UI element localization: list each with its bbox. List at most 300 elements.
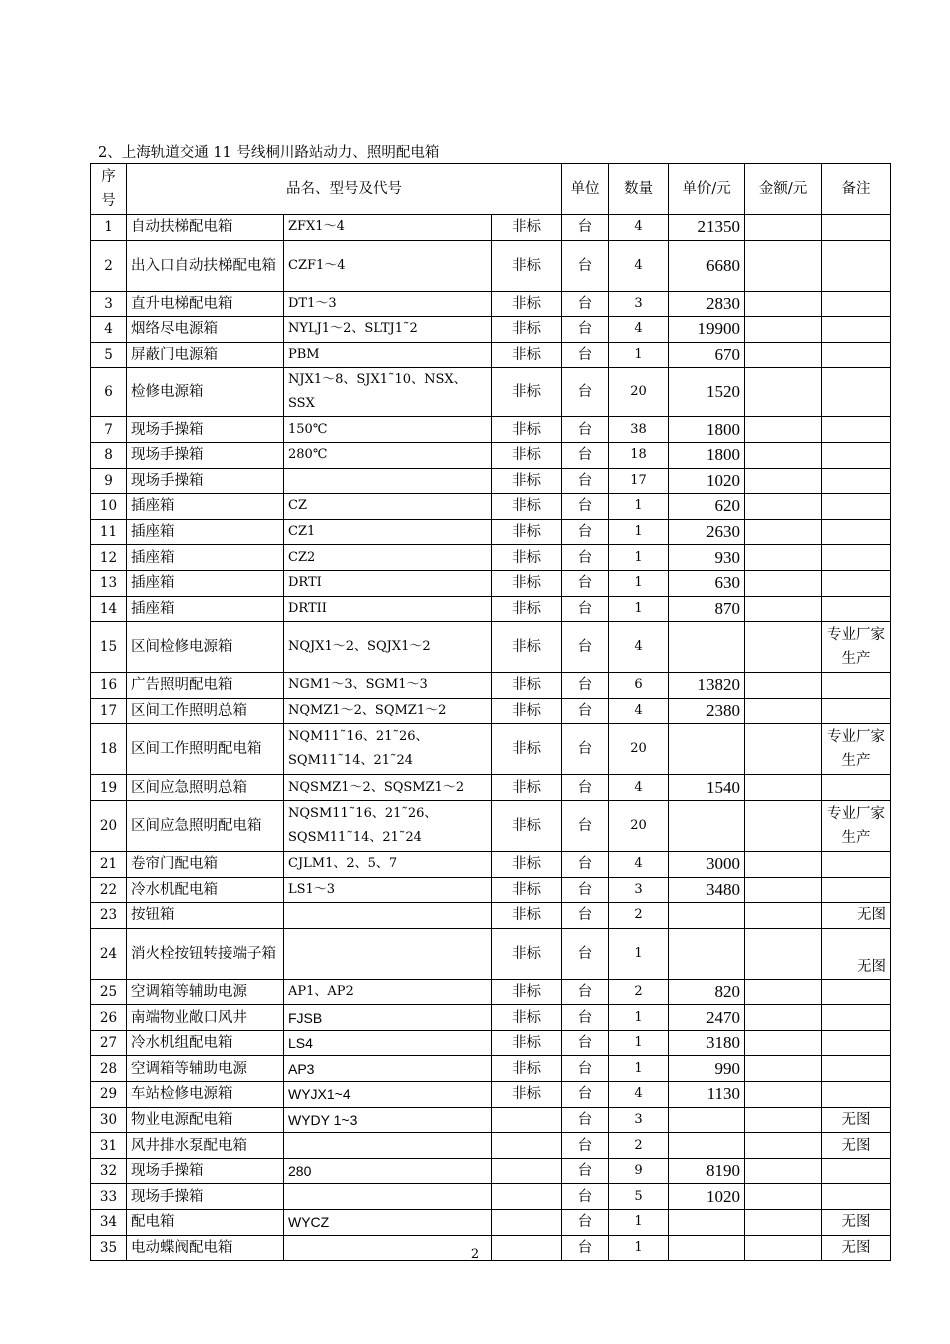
- cell-standard-type: [492, 1184, 562, 1210]
- cell-unit-price: [669, 622, 745, 673]
- cell-standard-type: 非标: [492, 342, 562, 368]
- cell-unit: 台: [562, 468, 609, 494]
- cell-standard-type: 非标: [492, 596, 562, 622]
- cell-unit: 台: [562, 673, 609, 699]
- cell-product-name: 按钮箱: [127, 903, 284, 929]
- cell-standard-type: 非标: [492, 368, 562, 417]
- cell-unit-price: [669, 1107, 745, 1133]
- cell-row-number: 18: [91, 724, 127, 775]
- table-row: [91, 1184, 891, 1210]
- cell-note: [822, 673, 891, 699]
- cell-unit: 台: [562, 1030, 609, 1056]
- cell-product-name: 出入口自动扶梯配电箱: [127, 240, 284, 291]
- cell-unit: 台: [562, 877, 609, 903]
- cell-standard-type: 非标: [492, 851, 562, 877]
- cell-quantity: 1: [609, 342, 669, 368]
- cell-product-name: 区间检修电源箱: [127, 622, 284, 673]
- cell-note: [822, 240, 891, 291]
- cell-unit: 台: [562, 317, 609, 343]
- cell-unit-price: 1520: [669, 368, 745, 417]
- cell-note: [822, 317, 891, 343]
- cell-model-code: 150℃: [284, 417, 492, 443]
- cell-unit-price: [669, 1133, 745, 1159]
- header-name-model: 品名、型号及代号: [127, 164, 562, 215]
- cell-quantity: 2: [609, 979, 669, 1005]
- header-price: 单价/元: [669, 164, 745, 215]
- cell-product-name: 烟络尽电源箱: [127, 317, 284, 343]
- cell-unit: 台: [562, 1005, 609, 1031]
- cell-row-number: 4: [91, 317, 127, 343]
- table-row: [91, 979, 891, 1005]
- table-row: [91, 368, 891, 417]
- header-unit: 单位: [562, 164, 609, 215]
- cell-note: [822, 596, 891, 622]
- cell-product-name: 插座箱: [127, 545, 284, 571]
- cell-amount: [745, 1133, 822, 1159]
- table-row: [91, 215, 891, 241]
- cell-model-code: NQSMZ1～2、SQSMZ1～2: [284, 775, 492, 801]
- cell-unit-price: [669, 1210, 745, 1236]
- cell-product-name: 空调箱等辅助电源: [127, 1056, 284, 1082]
- cell-product-name: 插座箱: [127, 570, 284, 596]
- cell-model-code: [284, 1184, 492, 1210]
- cell-model-code: WYJX1~4: [284, 1082, 492, 1108]
- cell-amount: [745, 1030, 822, 1056]
- cell-note: [822, 775, 891, 801]
- table-row: [91, 1005, 891, 1031]
- cell-quantity: 3: [609, 877, 669, 903]
- cell-row-number: 23: [91, 903, 127, 929]
- cell-model-code: NJX1～8、SJX1˜10、NSX、SSX: [284, 368, 492, 417]
- cell-standard-type: 非标: [492, 724, 562, 775]
- cell-quantity: 2: [609, 1133, 669, 1159]
- table-row: [91, 1210, 891, 1236]
- cell-model-code: PBM: [284, 342, 492, 368]
- cell-unit-price: 3000: [669, 851, 745, 877]
- header-amount: 金额/元: [745, 164, 822, 215]
- cell-model-code: NQM11˜16、21˜26、SQM11˜14、21˜24: [284, 724, 492, 775]
- document-title: 2、上海轨道交通 11 号线桐川路站动力、照明配电箱: [98, 145, 440, 161]
- cell-unit: 台: [562, 698, 609, 724]
- cell-standard-type: 非标: [492, 622, 562, 673]
- cell-amount: [745, 368, 822, 417]
- cell-amount: [745, 570, 822, 596]
- cell-quantity: 1: [609, 494, 669, 520]
- cell-product-name: 现场手操箱: [127, 417, 284, 443]
- table-body: [91, 215, 891, 1261]
- cell-amount: [745, 800, 822, 851]
- table-row: [91, 342, 891, 368]
- cell-amount: [745, 317, 822, 343]
- cell-note: 无图: [822, 1210, 891, 1236]
- cell-note: 无图: [822, 1235, 891, 1261]
- cell-standard-type: 非标: [492, 545, 562, 571]
- cell-row-number: 34: [91, 1210, 127, 1236]
- cell-product-name: 车站检修电源箱: [127, 1082, 284, 1108]
- cell-note: [822, 1005, 891, 1031]
- cell-unit-price: 2830: [669, 291, 745, 317]
- cell-unit: 台: [562, 1082, 609, 1108]
- cell-unit-price: 1540: [669, 775, 745, 801]
- cell-product-name: 冷水机配电箱: [127, 877, 284, 903]
- cell-row-number: 13: [91, 570, 127, 596]
- cell-unit: 台: [562, 979, 609, 1005]
- cell-standard-type: 非标: [492, 877, 562, 903]
- cell-model-code: WYCZ: [284, 1210, 492, 1236]
- cell-note: [822, 851, 891, 877]
- cell-model-code: 280: [284, 1158, 492, 1184]
- cell-amount: [745, 1107, 822, 1133]
- cell-row-number: 20: [91, 800, 127, 851]
- cell-note: [822, 545, 891, 571]
- table-row: [91, 291, 891, 317]
- cell-standard-type: 非标: [492, 673, 562, 699]
- cell-row-number: 12: [91, 545, 127, 571]
- table-row: [91, 417, 891, 443]
- cell-standard-type: 非标: [492, 979, 562, 1005]
- cell-product-name: 插座箱: [127, 494, 284, 520]
- cell-standard-type: [492, 1107, 562, 1133]
- cell-row-number: 35: [91, 1235, 127, 1261]
- cell-model-code: CZ2: [284, 545, 492, 571]
- header-qty: 数量: [609, 164, 669, 215]
- cell-unit: 台: [562, 342, 609, 368]
- cell-amount: [745, 1210, 822, 1236]
- cell-unit: 台: [562, 1210, 609, 1236]
- table-row: [91, 775, 891, 801]
- cell-quantity: 1: [609, 1235, 669, 1261]
- table-row: [91, 673, 891, 699]
- cell-product-name: 配电箱: [127, 1210, 284, 1236]
- cell-unit-price: 870: [669, 596, 745, 622]
- cell-amount: [745, 291, 822, 317]
- cell-unit: 台: [562, 215, 609, 241]
- cell-standard-type: [492, 1133, 562, 1159]
- cell-amount: [745, 622, 822, 673]
- cell-product-name: 检修电源箱: [127, 368, 284, 417]
- cell-model-code: [284, 903, 492, 929]
- table-row: [91, 724, 891, 775]
- cell-note: [822, 979, 891, 1005]
- cell-note: [822, 570, 891, 596]
- cell-unit: 台: [562, 851, 609, 877]
- cell-quantity: 4: [609, 215, 669, 241]
- cell-row-number: 33: [91, 1184, 127, 1210]
- cell-row-number: 28: [91, 1056, 127, 1082]
- cell-product-name: 物业电源配电箱: [127, 1107, 284, 1133]
- cell-amount: [745, 342, 822, 368]
- table-row: [91, 1158, 891, 1184]
- cell-product-name: 现场手操箱: [127, 1184, 284, 1210]
- cell-model-code: 280℃: [284, 442, 492, 468]
- cell-quantity: 4: [609, 240, 669, 291]
- cell-model-code: DRTI: [284, 570, 492, 596]
- cell-unit: 台: [562, 368, 609, 417]
- cell-model-code: DT1～3: [284, 291, 492, 317]
- cell-amount: [745, 877, 822, 903]
- cell-unit-price: 1800: [669, 417, 745, 443]
- cell-unit-price: [669, 928, 745, 979]
- cell-unit-price: 930: [669, 545, 745, 571]
- cell-product-name: 区间工作照明总箱: [127, 698, 284, 724]
- cell-note: [822, 494, 891, 520]
- cell-amount: [745, 1184, 822, 1210]
- cell-standard-type: 非标: [492, 215, 562, 241]
- cell-note: 专业厂家生产: [822, 622, 891, 673]
- cell-unit: 台: [562, 240, 609, 291]
- cell-row-number: 31: [91, 1133, 127, 1159]
- cell-row-number: 17: [91, 698, 127, 724]
- cell-row-number: 24: [91, 928, 127, 979]
- cell-note: [822, 519, 891, 545]
- cell-note: [822, 368, 891, 417]
- cell-quantity: 9: [609, 1158, 669, 1184]
- cell-product-name: 消火栓按钮转接端子箱: [127, 928, 284, 979]
- cell-standard-type: 非标: [492, 417, 562, 443]
- cell-unit: 台: [562, 1235, 609, 1261]
- cell-row-number: 1: [91, 215, 127, 241]
- cell-standard-type: 非标: [492, 800, 562, 851]
- cell-quantity: 17: [609, 468, 669, 494]
- cell-unit: 台: [562, 545, 609, 571]
- cell-amount: [745, 775, 822, 801]
- cell-standard-type: 非标: [492, 903, 562, 929]
- table-row: [91, 877, 891, 903]
- cell-model-code: CZ1: [284, 519, 492, 545]
- cell-quantity: 4: [609, 775, 669, 801]
- cell-product-name: 现场手操箱: [127, 468, 284, 494]
- cell-unit: 台: [562, 1107, 609, 1133]
- cell-unit-price: 1020: [669, 468, 745, 494]
- cell-unit-price: 3480: [669, 877, 745, 903]
- cell-quantity: 20: [609, 800, 669, 851]
- cell-unit: 台: [562, 417, 609, 443]
- cell-product-name: 冷水机组配电箱: [127, 1030, 284, 1056]
- cell-row-number: 22: [91, 877, 127, 903]
- cell-quantity: 1: [609, 1056, 669, 1082]
- cell-standard-type: 非标: [492, 468, 562, 494]
- cell-unit: 台: [562, 1184, 609, 1210]
- cell-unit-price: [669, 724, 745, 775]
- cell-unit-price: [669, 903, 745, 929]
- cell-unit-price: 990: [669, 1056, 745, 1082]
- cell-product-name: 广告照明配电箱: [127, 673, 284, 699]
- cell-row-number: 15: [91, 622, 127, 673]
- table-row: [91, 1133, 891, 1159]
- cell-amount: [745, 928, 822, 979]
- cell-row-number: 9: [91, 468, 127, 494]
- cell-quantity: 1: [609, 596, 669, 622]
- cell-quantity: 4: [609, 317, 669, 343]
- cell-row-number: 16: [91, 673, 127, 699]
- cell-note: [822, 291, 891, 317]
- cell-row-number: 5: [91, 342, 127, 368]
- cell-model-code: CZ: [284, 494, 492, 520]
- cell-row-number: 11: [91, 519, 127, 545]
- cell-amount: [745, 494, 822, 520]
- cell-row-number: 6: [91, 368, 127, 417]
- cell-standard-type: 非标: [492, 1082, 562, 1108]
- cell-row-number: 32: [91, 1158, 127, 1184]
- cell-row-number: 25: [91, 979, 127, 1005]
- cell-row-number: 21: [91, 851, 127, 877]
- cell-standard-type: 非标: [492, 494, 562, 520]
- cell-unit: 台: [562, 1158, 609, 1184]
- cell-model-code: [284, 1133, 492, 1159]
- cell-product-name: 区间工作照明配电箱: [127, 724, 284, 775]
- cell-product-name: 直升电梯配电箱: [127, 291, 284, 317]
- cell-amount: [745, 519, 822, 545]
- cell-amount: [745, 215, 822, 241]
- cell-row-number: 19: [91, 775, 127, 801]
- table-row: [91, 851, 891, 877]
- cell-amount: [745, 851, 822, 877]
- cell-model-code: NQMZ1～2、SQMZ1～2: [284, 698, 492, 724]
- cell-model-code: NQJX1～2、SQJX1～2: [284, 622, 492, 673]
- cell-note: [822, 468, 891, 494]
- cell-row-number: 3: [91, 291, 127, 317]
- cell-unit-price: 1020: [669, 1184, 745, 1210]
- table-row: [91, 928, 891, 979]
- cell-amount: [745, 903, 822, 929]
- table-row: [91, 468, 891, 494]
- header-no: 序号: [91, 164, 127, 215]
- cell-standard-type: 非标: [492, 317, 562, 343]
- cell-amount: [745, 698, 822, 724]
- table-row: [91, 1030, 891, 1056]
- cell-quantity: 4: [609, 1082, 669, 1108]
- cell-model-code: NQSM11˜16、21˜26、SQSM11˜14、21˜24: [284, 800, 492, 851]
- cell-row-number: 29: [91, 1082, 127, 1108]
- cell-product-name: 现场手操箱: [127, 1158, 284, 1184]
- cell-model-code: ZFX1～4: [284, 215, 492, 241]
- cell-amount: [745, 979, 822, 1005]
- cell-model-code: AP1、AP2: [284, 979, 492, 1005]
- cell-product-name: 风井排水泵配电箱: [127, 1133, 284, 1159]
- cell-amount: [745, 1082, 822, 1108]
- cell-row-number: 7: [91, 417, 127, 443]
- cell-unit: 台: [562, 1133, 609, 1159]
- cell-product-name: 现场手操箱: [127, 442, 284, 468]
- cell-note: [822, 1158, 891, 1184]
- cell-amount: [745, 673, 822, 699]
- cell-product-name: 插座箱: [127, 519, 284, 545]
- cell-note: 无图: [822, 928, 891, 979]
- cell-unit-price: 670: [669, 342, 745, 368]
- cell-row-number: 30: [91, 1107, 127, 1133]
- cell-standard-type: [492, 1158, 562, 1184]
- cell-unit-price: 1800: [669, 442, 745, 468]
- cell-standard-type: 非标: [492, 240, 562, 291]
- cell-quantity: 1: [609, 1210, 669, 1236]
- cell-note: [822, 1184, 891, 1210]
- cell-product-name: 插座箱: [127, 596, 284, 622]
- cell-model-code: AP3: [284, 1056, 492, 1082]
- cell-unit: 台: [562, 622, 609, 673]
- cell-unit: 台: [562, 291, 609, 317]
- cell-quantity: 1: [609, 928, 669, 979]
- cell-unit-price: 1130: [669, 1082, 745, 1108]
- cell-unit: 台: [562, 724, 609, 775]
- cell-product-name: 区间应急照明总箱: [127, 775, 284, 801]
- cell-product-name: 区间应急照明配电箱: [127, 800, 284, 851]
- cell-note: 无图: [822, 1107, 891, 1133]
- cell-quantity: 1: [609, 519, 669, 545]
- cell-row-number: 10: [91, 494, 127, 520]
- cell-row-number: 2: [91, 240, 127, 291]
- cell-unit-price: [669, 800, 745, 851]
- cell-quantity: 3: [609, 291, 669, 317]
- table-row: [91, 1056, 891, 1082]
- cell-quantity: 6: [609, 673, 669, 699]
- cell-product-name: 屏蔽门电源箱: [127, 342, 284, 368]
- cell-quantity: 2: [609, 903, 669, 929]
- cell-note: 专业厂家生产: [822, 800, 891, 851]
- cell-quantity: 1: [609, 1005, 669, 1031]
- table-header-row: [91, 164, 891, 215]
- cell-note: [822, 442, 891, 468]
- cell-note: [822, 1056, 891, 1082]
- cell-unit: 台: [562, 775, 609, 801]
- cell-model-code: [284, 468, 492, 494]
- cell-unit-price: 3180: [669, 1030, 745, 1056]
- cell-note: 无图: [822, 1133, 891, 1159]
- table-row: [91, 800, 891, 851]
- cell-note: 专业厂家生产: [822, 724, 891, 775]
- cell-unit-price: 8190: [669, 1158, 745, 1184]
- cell-amount: [745, 1005, 822, 1031]
- distribution-box-table: [90, 163, 891, 1261]
- table-row: [91, 622, 891, 673]
- table-row: [91, 545, 891, 571]
- cell-model-code: LS1～3: [284, 877, 492, 903]
- cell-unit-price: 13820: [669, 673, 745, 699]
- cell-model-code: FJSB: [284, 1005, 492, 1031]
- cell-amount: [745, 468, 822, 494]
- cell-unit: 台: [562, 442, 609, 468]
- cell-product-name: 电动蝶阀配电箱: [127, 1235, 284, 1261]
- cell-row-number: 14: [91, 596, 127, 622]
- cell-unit-price: 2380: [669, 698, 745, 724]
- cell-standard-type: 非标: [492, 570, 562, 596]
- cell-quantity: 4: [609, 698, 669, 724]
- cell-amount: [745, 1056, 822, 1082]
- cell-amount: [745, 545, 822, 571]
- cell-note: [822, 417, 891, 443]
- table-row: [91, 570, 891, 596]
- cell-note: [822, 877, 891, 903]
- cell-model-code: LS4: [284, 1030, 492, 1056]
- table-row: [91, 240, 891, 291]
- cell-amount: [745, 442, 822, 468]
- cell-unit-price: 2630: [669, 519, 745, 545]
- cell-quantity: 4: [609, 851, 669, 877]
- cell-amount: [745, 417, 822, 443]
- cell-standard-type: 非标: [492, 1005, 562, 1031]
- cell-standard-type: 非标: [492, 775, 562, 801]
- cell-product-name: 空调箱等辅助电源: [127, 979, 284, 1005]
- cell-standard-type: 非标: [492, 698, 562, 724]
- table-row: [91, 1107, 891, 1133]
- table-row: [91, 519, 891, 545]
- cell-model-code: NGM1～3、SGM1～3: [284, 673, 492, 699]
- cell-unit-price: 630: [669, 570, 745, 596]
- cell-product-name: 卷帘门配电箱: [127, 851, 284, 877]
- cell-unit-price: 21350: [669, 215, 745, 241]
- table-row: [91, 698, 891, 724]
- header-note: 备注: [822, 164, 891, 215]
- cell-quantity: 38: [609, 417, 669, 443]
